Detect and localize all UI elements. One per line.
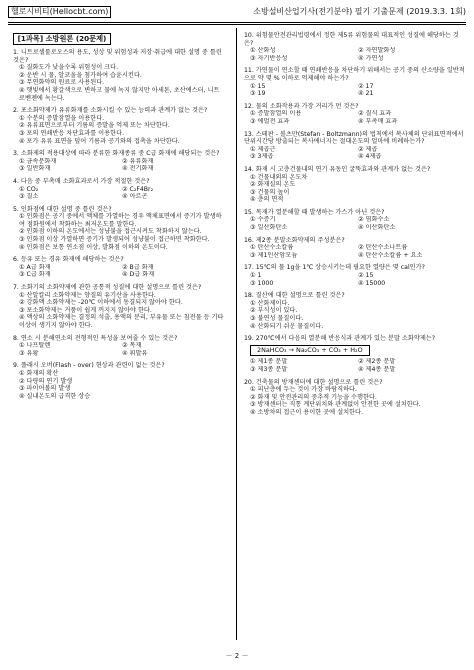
answer-choice: ① 수증기 (250, 216, 276, 224)
answer-choice: ④ 제4종 분말 (358, 365, 396, 373)
header-rule (8, 22, 466, 23)
answer-choice: ③ C급 화재 (19, 271, 51, 279)
answer-choice: ④ 인화점은 보통 연소점 이상, 발화점 이하의 온도이다. (19, 243, 168, 251)
choice-list (244, 272, 466, 287)
page-header (8, 6, 466, 19)
answer-choice: ① CO₂ (19, 185, 39, 193)
question-item (13, 150, 225, 173)
answer-choice: ③ 3제곱 (250, 153, 274, 161)
question-item (244, 166, 466, 204)
question-text: 10. 위험물안전관리법령에서 정한 제5류 위험물의 대표적인 성질에 해당하는 것은? (244, 32, 459, 47)
question-text: 20. 건축물의 방재센터에 대한 설명으로 틀린 것은? (244, 378, 383, 386)
question-item (13, 284, 225, 330)
question-text: 8. 연소 시 분해연소의 전형적인 특성을 보여줄 수 있는 것은? (13, 334, 178, 342)
question-text: 12. 물의 소화작용과 가장 거리가 먼 것은? (244, 102, 359, 110)
answer-choice: ③ 무연화약의 원료로 사용된다. (19, 79, 105, 87)
answer-choice: ③ 인화점 이상 가열하면 증기가 발생되어 성냥불이 접근하면 착화한다. (19, 236, 210, 244)
answer-choice: ③ 에멀전 효과 (250, 117, 290, 125)
answer-choice: ① 나프탈렌 (19, 342, 51, 350)
answer-choice: ① 증발잠열의 이용 (250, 110, 302, 118)
column-divider (236, 28, 237, 640)
choice-list (244, 216, 466, 231)
answer-choice: ② B급 화재 (122, 263, 154, 271)
answer-choice: ② 강화액 소화약제는 -20℃ 이하에서 동결되지 않아야 한다. (19, 299, 183, 307)
choice-list (244, 386, 466, 416)
question-text: 13. 스테판 - 볼츠만(Stefan - Boltzmann)의 법칙에서 복사체의 단위표면적에서 단위시간당 방출되는 복사에너지는 절대온도의 얼마에 비례하는가? (244, 130, 464, 146)
choice-list (244, 244, 466, 259)
question-text: 17. 15℃의 물 1g을 1℃ 상승시키는데 필요한 열량은 몇 cal인가? (244, 264, 425, 272)
answer-choice: ④ 전기화재 (122, 165, 154, 173)
answer-choice: ④ 햇빛에서 황갈색으로 변하고 물에 녹지 않지만 아세톤, 초산에스터, 니트로벤젠에 녹는다. (19, 86, 220, 102)
answer-choice: ③ 일산화탄소 (250, 224, 288, 232)
answer-choice: ④ D급 화재 (122, 271, 155, 279)
answer-choice: ③ 포소화약제는 거품이 쉽게 꺼지지 않아야 한다. (19, 306, 152, 314)
answer-choice: ② 자연발화성 (358, 47, 396, 55)
answer-choice: ① 인화점은 공기 중에서 액체를 가열하는 경우 액체표면에서 증기가 발생하여 점화원에서 착화하는 최저온도를 말한다. (19, 213, 222, 228)
answer-choice: ① 1 (250, 272, 262, 280)
site-name: 헬로시비티(Hellocbt.com) (8, 6, 111, 18)
right-questions (244, 32, 466, 417)
choice-list (13, 292, 225, 330)
answer-choice: ② 탄산수소나트륨 (358, 244, 408, 252)
choice-list (244, 358, 466, 373)
answer-choice: ③ 포의 연쇄반응 차단효과를 이용한다. (19, 129, 125, 137)
answer-choice: ② C₂F4Br₂ (122, 185, 154, 193)
answer-choice: ① 피난층에 두는 것이 가장 바람직하다. (250, 386, 358, 394)
answer-choice: ③ 질소 (19, 193, 39, 201)
question-item (13, 256, 225, 279)
answer-choice: ④ 가연성 (358, 54, 384, 62)
answer-choice: ④ 실내온도의 급격한 상승 (19, 392, 91, 400)
question-item (244, 67, 466, 97)
reaction-formula: 2NaHCO₃ → Na₂CO₃ + CO₂ + H₂O (250, 345, 370, 357)
answer-choice: ① 15 (250, 82, 266, 90)
choice-list (244, 110, 466, 125)
answer-choice: ③ 19 (250, 90, 266, 98)
answer-choice: ④ 부촉매 효과 (358, 117, 398, 125)
choice-list (13, 213, 225, 251)
question-item (244, 379, 466, 417)
answer-choice: ③ 불연성 물질이다. (250, 315, 304, 322)
answer-choice: ② 질식 효과 (358, 110, 392, 118)
answer-choice: ④ 탄산수소칼륨 + 요소 (358, 251, 423, 259)
answer-choice: ③ 일반화재 (19, 165, 51, 173)
answer-choice: ③ 방재센터는 직통 계단위치와 관계없이 안전한 곳에 설치한다. (250, 401, 421, 409)
left-questions (13, 49, 225, 400)
answer-choice: ④ 15000 (358, 279, 386, 287)
answer-choice: ③ 유황 (19, 349, 39, 357)
answer-choice: ③ 건물의 높이 (250, 188, 290, 196)
answer-choice: ③ 제3종 분말 (250, 365, 288, 373)
choice-list (244, 47, 466, 62)
answer-choice: ② 부식성이 있다. (250, 307, 298, 315)
choice-list (13, 64, 225, 102)
answer-choice: ③ 1000 (250, 279, 274, 287)
answer-choice: ④ 포가 유류 표면을 덮어 기름과 공기와의 접촉을 차단한다. (19, 137, 180, 145)
question-text: 9. 플래시 오버(Flash - over) 현상과 관련이 없는 것은? (13, 362, 165, 370)
answer-choice: ① 제1종 분말 (250, 358, 288, 366)
answer-choice: ① 산화성 (250, 47, 276, 55)
answer-choice: ④ 휘발유 (122, 349, 148, 357)
question-item (244, 335, 466, 373)
answer-choice: ④ 아르곤 (122, 193, 148, 201)
question-item (13, 362, 225, 400)
answer-choice: ② 염화수소 (358, 216, 390, 224)
question-text: 6. 등유 또는 경유 화재에 해당하는 것은? (13, 256, 124, 264)
question-item (244, 32, 466, 62)
page-number: － 2 － (225, 652, 249, 660)
answer-choice: ① 산화제이다. (250, 299, 290, 307)
question-text: 11. 가연물이 연소할 때 연쇄반응을 차단하기 위해서는 공기 중의 산소량을 일반적으로 약 몇 % 이하로 억제해야 하는가? (244, 67, 465, 82)
answer-choice: ② 운반 시 물, 알코올을 첨가하여 습윤시킨다. (19, 71, 142, 79)
choice-list (13, 264, 225, 279)
question-text: 19. 270℃에서 다음의 열분해 반응식과 관계가 있는 분말 소화약제는? (244, 335, 436, 343)
answer-choice: ① 산알칼리 소화약제는 양질의 유기산을 사용한다. (19, 291, 156, 299)
answer-choice: ② 유류표면으로부터 기름의 증발을 억제 또는 차단한다. (19, 122, 170, 130)
answer-choice: ④ 액상의 소화약제는 결정의 석출, 용액의 분리, 부유물 또는 침전물 등 기타 이상이 생기지 않아야 한다. (19, 314, 224, 329)
choice-list (13, 342, 225, 357)
answer-choice: ③ 자기반응성 (250, 54, 288, 62)
question-text: 18. 질산에 대한 설명으로 틀린 것은? (244, 292, 345, 300)
choice-list (13, 370, 225, 400)
answer-choice: ③ 파이어볼의 발생 (19, 385, 71, 393)
answer-choice: ① 수분의 증발잠열을 이용한다. (19, 114, 105, 122)
question-item (13, 49, 225, 102)
answer-choice: ① 제곱근 (250, 145, 276, 153)
question-text: 4. 다음 중 부촉매 소화효과로서 가장 적절한 것은? (13, 177, 150, 185)
answer-choice: ② 유류화재 (122, 157, 154, 165)
header-rule-double (8, 24, 466, 25)
answer-choice: ③ 제1인산암모늄 (250, 251, 298, 259)
section-heading: [1과목] 소방원론 (20문제) (13, 33, 111, 45)
answer-choice: ① 건물내외의 온도차 (250, 173, 308, 181)
answer-choice: ② 인화점 이하의 온도에서는 성냥불을 접근시켜도 착화하지 않는다. (19, 228, 202, 236)
answer-choice: ① A급 화재 (19, 263, 51, 271)
choice-list (13, 115, 225, 145)
answer-choice: ④ 4제곱 (358, 153, 382, 161)
question-text: 2. 포소화약제가 유류화재를 소화시킬 수 있는 능력과 관계가 없는 것은? (13, 107, 208, 115)
answer-choice: ④ 층의 면적 (250, 196, 284, 204)
answer-choice: ④ 21 (358, 90, 374, 98)
left-column (13, 32, 225, 405)
answer-choice: ② 제2종 분말 (358, 358, 396, 366)
choice-list (244, 146, 466, 161)
question-item (244, 264, 466, 287)
question-text: 1. 니트로셀룰로오스의 용도, 성상 및 위험성과 저장·취급에 대한 설명 중 틀린 것은? (13, 49, 222, 64)
question-item (244, 209, 466, 232)
question-item (244, 292, 466, 330)
question-item (13, 107, 225, 145)
choice-list (244, 174, 466, 204)
question-text: 3. 소화제의 적용대상에 따라 분류한 화재종류 중 C급 화재에 해당되는 것은? (13, 150, 220, 158)
question-item (13, 206, 225, 252)
choice-list (244, 300, 466, 330)
answer-choice: ② 목재 (122, 342, 142, 350)
answer-choice: ② 제곱 (358, 145, 378, 153)
question-item (13, 178, 225, 201)
answer-choice: ① 금속분화재 (19, 157, 57, 165)
question-item (244, 131, 466, 161)
answer-choice: ② 15 (358, 272, 374, 280)
question-item (244, 103, 466, 126)
answer-choice: ④ 산화되기 쉬운 물질이다. (250, 322, 324, 330)
answer-choice: ① 질화도가 낮을수록 위험성이 크다. (19, 64, 119, 72)
question-text: 16. 제2종 분말소화약제의 주성분은? (244, 236, 345, 244)
choice-list (13, 158, 225, 173)
document-title: 소방설비산업기사(전기분야) 필기 기출문제 (2019.3.3. 1회) (253, 7, 466, 16)
answer-choice: ④ 이산화탄소 (358, 224, 396, 232)
question-item (13, 335, 225, 358)
answer-choice: ① 화재의 확산 (19, 369, 59, 377)
question-text: 7. 소화기의 소화약제에 관한 공통적 성질에 대한 설명으로 틀린 것은? (13, 284, 202, 292)
choice-list (13, 186, 225, 201)
question-text: 14. 화재 시 고층건물내의 연기 유동인 굴뚝효과와 관계가 없는 것은? (244, 165, 431, 173)
answer-choice: ① 탄산수소칼륨 (250, 244, 294, 252)
question-text: 5. 인화점에 대한 설명 중 틀린 것은? (13, 205, 112, 213)
choice-list (244, 83, 466, 98)
answer-choice: ② 화재실의 온도 (250, 181, 296, 189)
answer-choice: ② 17 (358, 82, 374, 90)
question-item (244, 237, 466, 260)
answer-choice: ② 화재 및 안전관리의 중추적 기능을 수행한다. (250, 393, 377, 401)
question-text: 15. 목재가 열분해할 때 발생하는 가스가 아닌 것은? (244, 208, 385, 216)
answer-choice: ② 다량의 연기 발생 (19, 377, 73, 385)
right-column (244, 32, 466, 422)
answer-choice: ④ 소방차의 접근이 용이한 곳에 설치한다. (250, 408, 363, 416)
